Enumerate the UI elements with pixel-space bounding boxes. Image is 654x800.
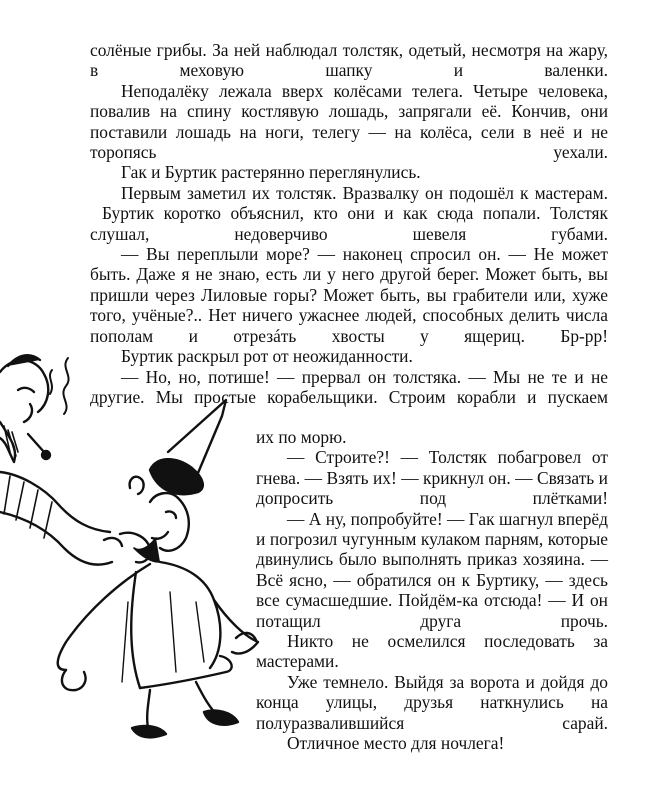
paragraph: — Вы переплыли море? — наконец спросил он. — Не может быть. Даже я не знаю, есть ли у него другой берег. Может быть, вы пришли через Лиловые горы? Может быть, вы грабители или, хуже того, учёные?.. Нет ничего ужаснее людей, способных делить числа пополам и отрезáть хвосты у ящериц. Бр-рр! xyxy=(90,244,608,346)
paragraph: солёные грибы. За ней наблюдал толстяк, одетый, несмотря на жару, в меховую шапку и валенки. xyxy=(90,40,608,81)
paragraph: Уже темнело. Выйдя за ворота и дойдя до конца улицы, друзья наткнулись на полуразвалившийся сарай. xyxy=(256,671,608,733)
paragraph: — А ну, попробуйте! — Гак шагнул вперёд и погрозил чугунным кулаком парням, которые двинулись было выполнять приказ хозяина. — Всё ясно, — обратился он к Буртику, — здесь все сумасшедшие. Пойдём-ка отсюда! — И он потащил друга прочь. xyxy=(256,508,608,631)
illustration-craftsmen xyxy=(0,352,262,772)
paragraph: Первым заметил их толстяк. Вразвалку он подошёл к мастерам. xyxy=(121,182,608,203)
bearded-man-with-pipe xyxy=(0,355,112,564)
text-block-bottom xyxy=(256,427,608,754)
paragraph: Буртик коротко объяснил, кто они и как сюда попали. Толстяк слушал, недоверчиво шевеля губами. xyxy=(90,203,608,244)
paragraph: Буртик раскрыл рот от неожиданности. xyxy=(121,346,413,367)
paragraph: — Строите?! — Толстяк побагровел от гнева. — Взять их! — крикнул он. — Связать и допросить под плётками! xyxy=(256,447,608,509)
paragraph: Отличное место для ночлега! xyxy=(287,733,505,754)
text-block-top xyxy=(90,40,608,367)
paragraph: Гак и Буртик растерянно переглянулись. xyxy=(121,162,421,183)
paragraph: Никто не осмелился последовать за мастерами. xyxy=(256,631,608,672)
paragraph: — Но, но, потише! — прервал он толстяка. — Мы не те и не другие. Мы простые корабельщики. Строим корабли и пускаем xyxy=(90,367,608,408)
man-in-tall-hat xyxy=(58,400,258,737)
paragraph: Неподалёку лежала вверх колёсами телега. Четыре человека, повалив на спину костлявую лошадь, запрягали её. Кончив, они поставили лошадь на ноги, телегу — на колёса, сели в неё и не торопясь уехали. xyxy=(90,80,608,163)
paragraph-continuation: их по морю. xyxy=(256,427,347,447)
